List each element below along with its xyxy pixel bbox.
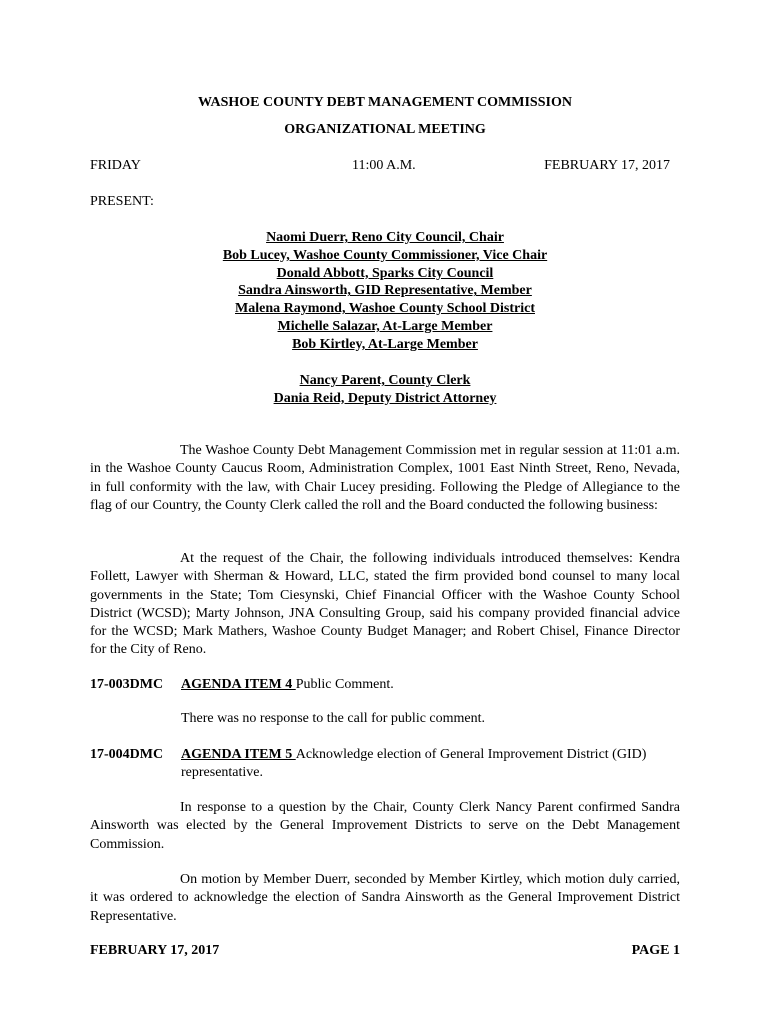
item-heading: AGENDA ITEM 4 xyxy=(181,677,296,692)
item-note: There was no response to the call for public comment. xyxy=(181,711,486,726)
member-name: Michelle Salazar, At-Large Member xyxy=(277,318,493,334)
meeting-date: FEBRUARY 17, 2017 xyxy=(544,158,670,173)
item-text: Acknowledge election of General Improvement District (GID) representative. xyxy=(181,747,647,780)
meeting-time: 11:00 A.M. xyxy=(352,158,416,173)
document-subtitle: ORGANIZATIONAL MEETING xyxy=(284,122,486,137)
footer-date: FEBRUARY 17, 2017 xyxy=(90,943,220,958)
intro-paragraph: The Washoe County Debt Management Commission met in regular session at 11:01 a.m. in the Washoe County Caucus Room, Administration Complex, 1001 East Ninth Street, Reno, Nevada, in full conformity with the law, with Chair Lucey presiding. Following the Pledge of Allegiance to the flag of our Country, the County Clerk called the roll and the Board conducted the following business: xyxy=(90,443,680,513)
member-name: Naomi Duerr, Reno City Council, Chair xyxy=(266,230,504,245)
member-name: Donald Abbott, Sparks City Council xyxy=(276,265,494,281)
item5-response-paragraph: In response to a question by the Chair, County Clerk Nancy Parent confirmed Sandra Ainsworth was elected by the General Improvement Districts to serve on the Debt Management Commission. xyxy=(90,800,680,852)
agenda-item-4-note xyxy=(90,710,680,728)
member-name: Bob Kirtley, At-Large Member xyxy=(292,336,478,352)
staff-list xyxy=(0,372,770,408)
footer-page-number: PAGE 1 xyxy=(631,943,680,958)
members-list xyxy=(0,229,770,354)
item-heading: AGENDA ITEM 5 xyxy=(181,747,296,762)
agenda-item-5 xyxy=(90,746,680,782)
member-name: Sandra Ainsworth, GID Representative, Member xyxy=(238,283,532,299)
item5-motion-paragraph: On motion by Member Duerr, seconded by Member Kirtley, which motion duly carried, it was ordered to acknowledge the election of Sandra Ainsworth as the General Improvement District Representative. xyxy=(90,872,680,924)
staff-name: Nancy Parent, County Clerk xyxy=(299,373,471,388)
present-label: PRESENT: xyxy=(90,194,154,209)
item-text: Public Comment. xyxy=(295,677,394,692)
meeting-day: FRIDAY xyxy=(90,158,141,173)
agenda-item-4 xyxy=(90,676,680,694)
member-name: Bob Lucey, Washoe County Commissioner, Vice Chair xyxy=(222,247,548,263)
introductions-paragraph: At the request of the Chair, the following individuals introduced themselves: Kendra Follett, Lawyer with Sherman & Howard, LLC, stated the firm provided bond counsel to many local governments in the State; Tom Ciesynski, Chief Financial Officer with the Washoe County School District (WCSD); Marty Johnson, JNA Consulting Group, said his company provided financial advice for the WCSD; Mark Mathers, Washoe County Budget Manager; and Robert Chisel, Finance Director for the City of Reno. xyxy=(90,551,680,658)
staff-name: Dania Reid, Deputy District Attorney xyxy=(273,390,497,406)
document-title: WASHOE COUNTY DEBT MANAGEMENT COMMISSION xyxy=(198,95,572,110)
member-name: Malena Raymond, Washoe County School District xyxy=(235,301,535,317)
item-code: 17-004DMC xyxy=(90,747,164,762)
item-code: 17-003DMC xyxy=(90,677,164,692)
